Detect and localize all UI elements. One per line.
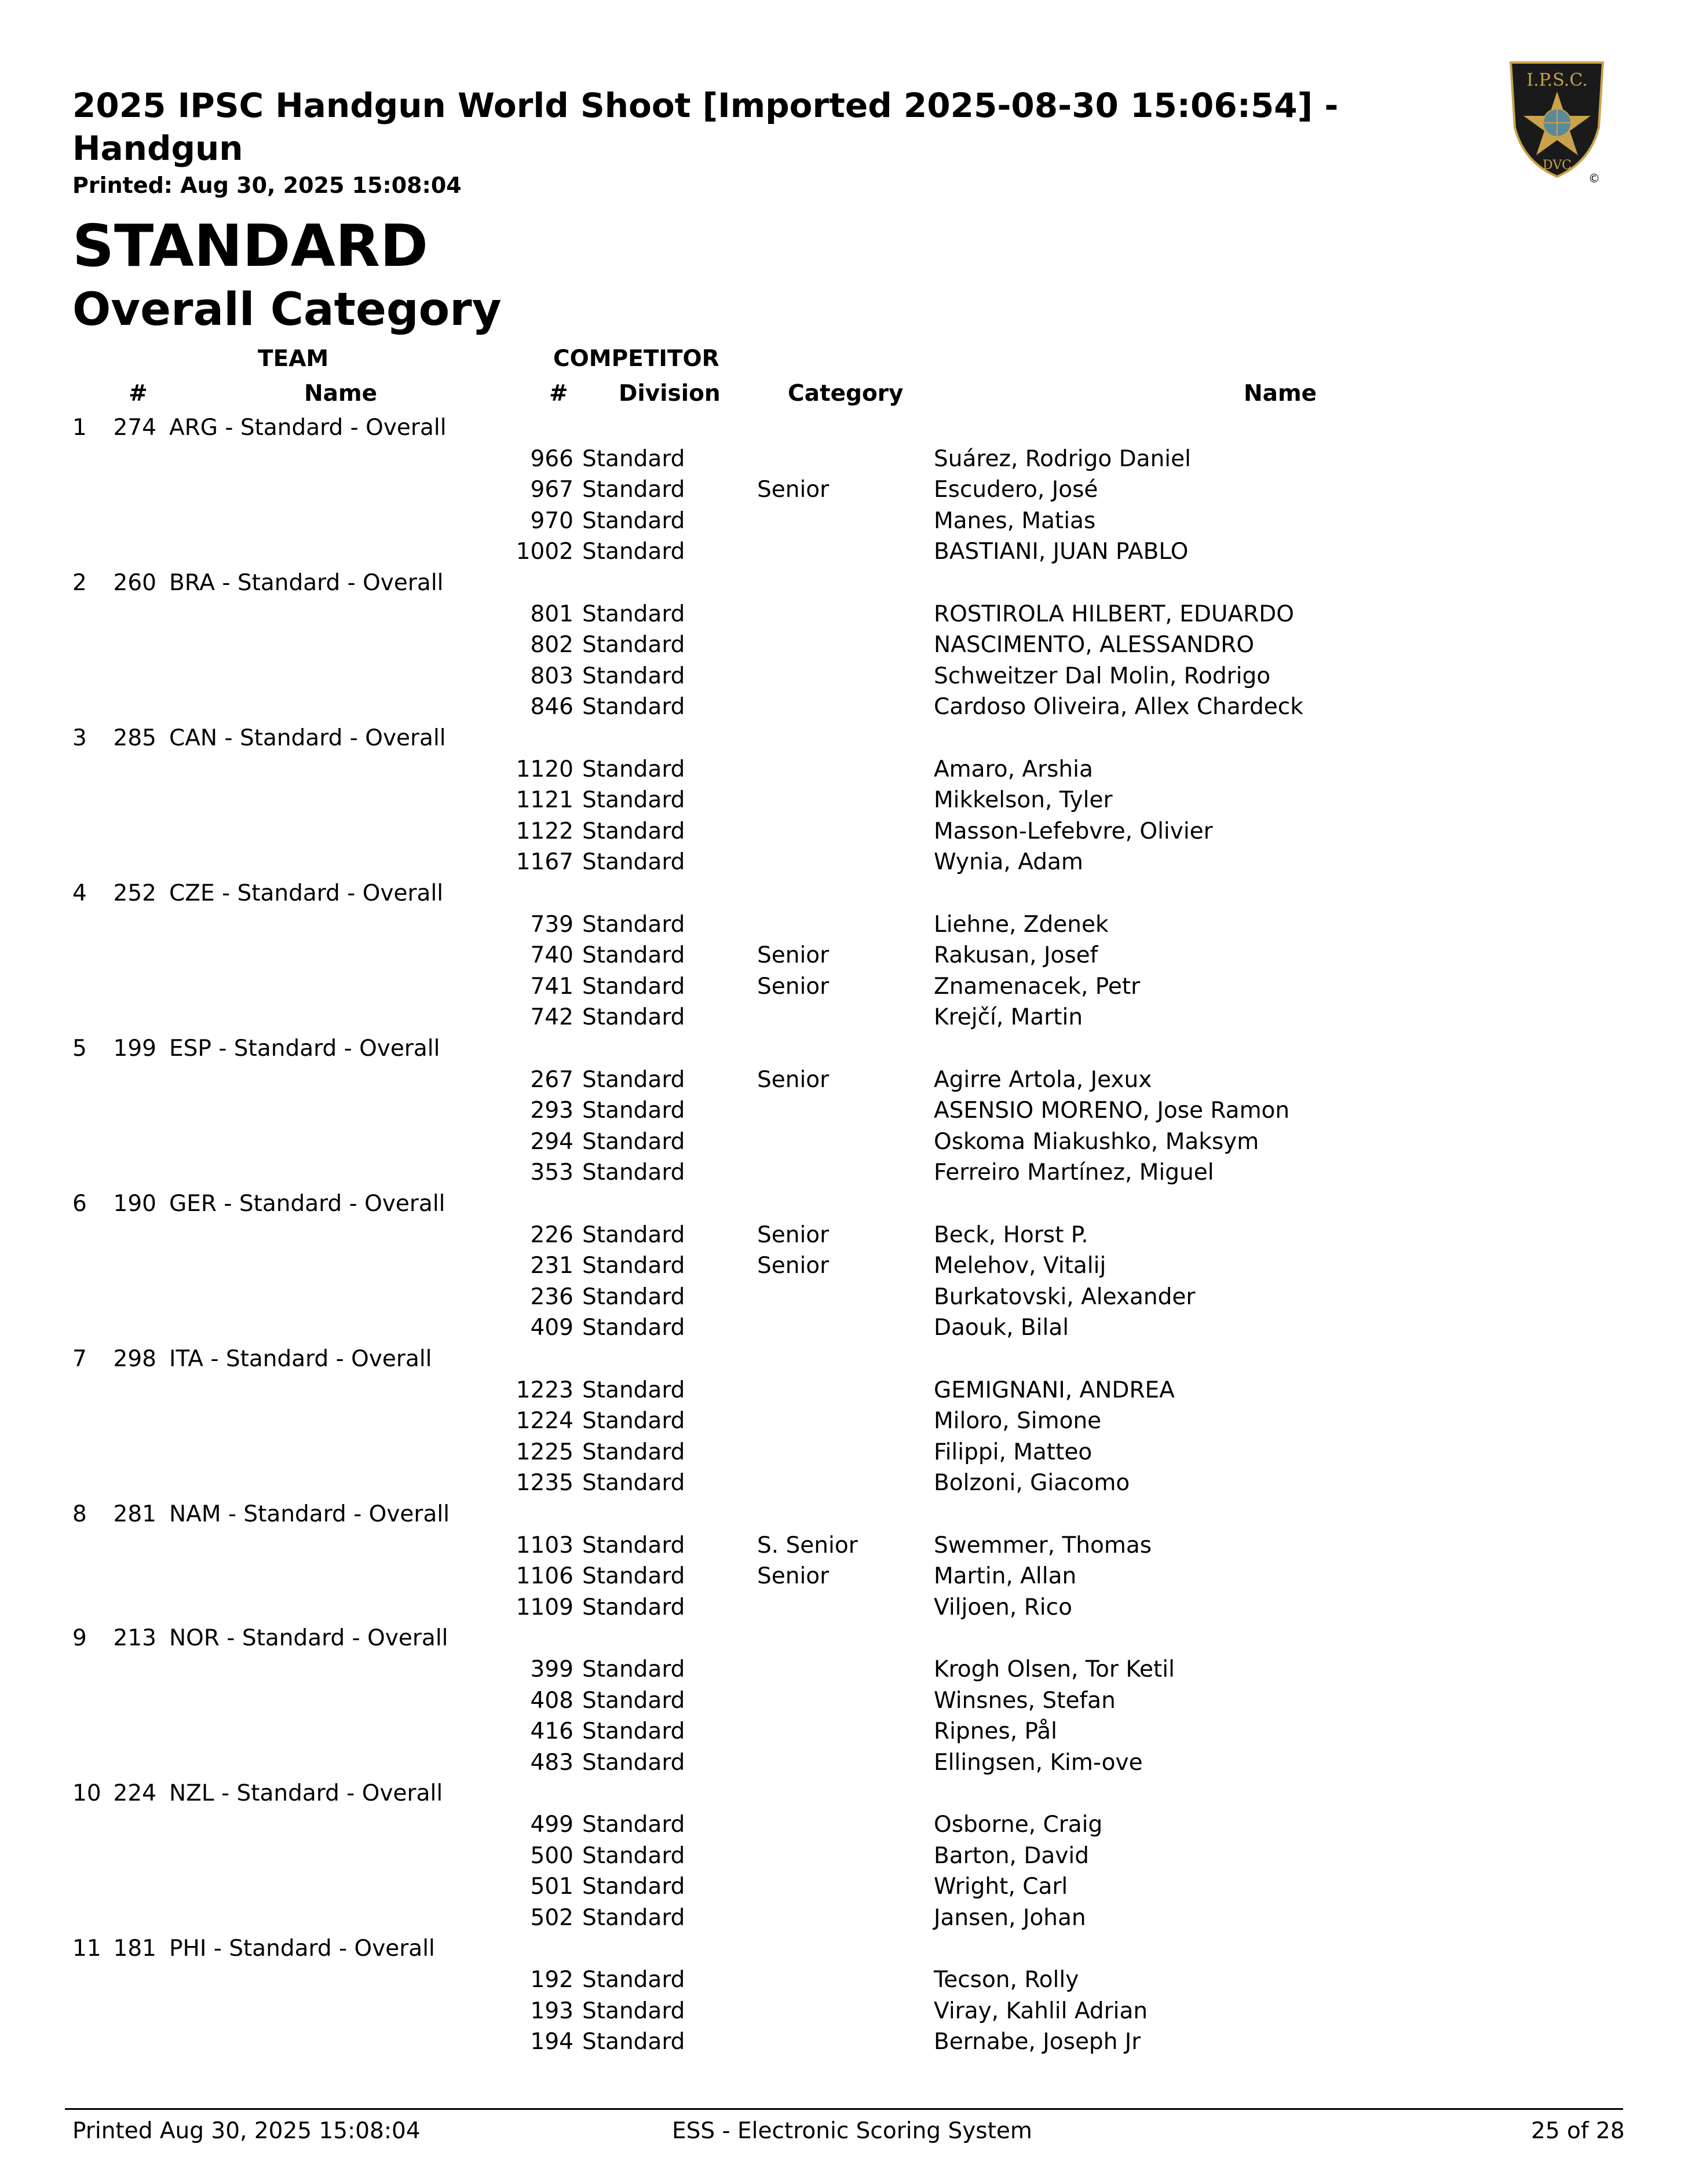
competitor-number: 1109 [516, 1594, 573, 1620]
competitor-number: 409 [530, 1315, 573, 1341]
team-row [0, 1933, 1688, 1964]
competitor-number: 1106 [516, 1563, 573, 1590]
competitor-category: Senior [757, 1563, 830, 1590]
competitor-row [0, 1282, 1688, 1313]
team-number-header: # [129, 381, 148, 407]
team-name: GER - Standard - Overall [169, 1191, 445, 1217]
competitor-name: Winsnes, Stefan [934, 1687, 1116, 1714]
competitor-division: Standard [582, 1221, 685, 1248]
competitor-row [0, 1095, 1688, 1126]
team-rank: 10 [72, 1780, 101, 1807]
competitor-number: 739 [530, 911, 573, 938]
competitor-row [0, 1468, 1688, 1499]
competitor-number: 742 [530, 1004, 573, 1031]
team-rank: 9 [72, 1625, 87, 1652]
competitor-name: Ferreiro Martínez, Miguel [934, 1159, 1214, 1186]
team-rank: 7 [72, 1346, 87, 1372]
competitor-name: Escudero, José [934, 477, 1098, 503]
team-rank: 8 [72, 1501, 87, 1527]
competitor-name: Cardoso Oliveira, Allex Chardeck [934, 694, 1303, 720]
competitor-division: Standard [582, 1998, 685, 2024]
competitor-division: Standard [582, 1656, 685, 1682]
competitor-group-header: COMPETITOR [553, 346, 719, 372]
competitor-division: Standard [582, 477, 685, 503]
competitor-division: Standard [582, 1532, 685, 1559]
competitor-division: Standard [582, 1253, 685, 1279]
competitor-row [0, 1250, 1688, 1282]
competitor-division: Standard [582, 973, 685, 1000]
team-name: NAM - Standard - Overall [169, 1501, 450, 1527]
competitor-row [0, 1530, 1688, 1561]
competitor-number: 267 [530, 1066, 573, 1093]
competitor-number: 194 [530, 2029, 573, 2055]
competitor-division: Standard [582, 1439, 685, 1465]
competitor-name: Martin, Allan [934, 1563, 1077, 1590]
competitor-name: Barton, David [934, 1842, 1089, 1869]
competitor-name: Melehov, Vitalij [934, 1253, 1106, 1279]
competitor-number: 353 [530, 1159, 573, 1186]
team-row [0, 878, 1688, 909]
competitor-number: 193 [530, 1998, 573, 2024]
team-name: NZL - Standard - Overall [169, 1780, 443, 1807]
team-rank: 6 [72, 1191, 87, 1217]
competitor-number: 294 [530, 1128, 573, 1155]
competitor-row [0, 1002, 1688, 1033]
team-number: 181 [113, 1936, 156, 1962]
competitor-division: Standard [582, 1812, 685, 1838]
competitor-division: Standard [582, 849, 685, 876]
competitor-row [0, 1592, 1688, 1623]
competitor-division: Standard [582, 1594, 685, 1620]
team-number: 252 [113, 880, 156, 906]
division-header: Division [619, 381, 721, 407]
competitor-number: 399 [530, 1656, 573, 1682]
competitor-row [0, 1903, 1688, 1934]
team-number: 199 [113, 1036, 156, 1062]
competitor-number: 416 [530, 1718, 573, 1745]
competitor-number: 293 [530, 1098, 573, 1124]
competitor-number: 1103 [516, 1532, 573, 1559]
team-row [0, 1778, 1688, 1809]
competitor-name: Filippi, Matteo [934, 1439, 1093, 1465]
category-heading: Overall Category [72, 284, 502, 336]
competitor-number: 500 [530, 1842, 573, 1869]
category-header: Category [788, 381, 904, 407]
competitor-number: 499 [530, 1812, 573, 1838]
competitor-row [0, 971, 1688, 1003]
logo-text: I.P.S.C. [1526, 70, 1588, 90]
competitor-division: Standard [582, 1098, 685, 1124]
competitor-name: Krejčí, Martin [934, 1004, 1083, 1031]
team-name: BRA - Standard - Overall [169, 570, 444, 596]
team-number: 281 [113, 1501, 156, 1527]
report-title: 2025 IPSC Handgun World Shoot [Imported 2025-08-30 15:06:54] - Handgun [72, 86, 1339, 168]
competitor-row [0, 1406, 1688, 1437]
competitor-name: Burkatovski, Alexander [934, 1283, 1196, 1310]
competitor-division: Standard [582, 1315, 685, 1341]
competitor-name: Suárez, Rodrigo Daniel [934, 445, 1191, 472]
competitor-row [0, 785, 1688, 816]
competitor-number: 501 [530, 1874, 573, 1900]
team-number: 274 [113, 415, 156, 441]
competitor-name: ASENSIO MORENO, Jose Ramon [934, 1098, 1290, 1124]
printed-timestamp: Printed: Aug 30, 2025 15:08:04 [72, 173, 462, 198]
competitor-row [0, 1747, 1688, 1779]
footer-printed: Printed Aug 30, 2025 15:08:04 [72, 2118, 421, 2144]
competitor-name-header: Name [1244, 381, 1317, 407]
competitor-division: Standard [582, 2029, 685, 2055]
competitor-name: BASTIANI, JUAN PABLO [934, 539, 1189, 565]
competitor-division: Standard [582, 445, 685, 472]
team-rank: 3 [72, 725, 87, 751]
competitor-name: Bernabe, Joseph Jr [934, 2029, 1141, 2055]
competitor-division: Standard [582, 1377, 685, 1403]
competitor-name: Amaro, Arshia [934, 756, 1093, 782]
competitor-row [0, 661, 1688, 692]
competitor-number: 236 [530, 1283, 573, 1310]
division-heading: STANDARD [72, 212, 428, 280]
competitor-number: 231 [530, 1253, 573, 1279]
competitor-name: Agirre Artola, Jexux [934, 1066, 1152, 1093]
competitor-row [0, 2026, 1688, 2058]
competitor-row [0, 754, 1688, 785]
competitor-division: Standard [582, 694, 685, 720]
competitor-category: Senior [757, 1066, 830, 1093]
team-row [0, 1188, 1688, 1220]
competitor-division: Standard [582, 1470, 685, 1497]
competitor-division: Standard [582, 507, 685, 534]
competitor-number: 846 [530, 694, 573, 720]
team-row [0, 1623, 1688, 1654]
competitor-number: 408 [530, 1687, 573, 1714]
competitor-name: Krogh Olsen, Tor Ketil [934, 1656, 1175, 1682]
team-name: NOR - Standard - Overall [169, 1625, 448, 1652]
competitor-number: 741 [530, 973, 573, 1000]
team-name-header: Name [304, 381, 378, 407]
competitor-row [0, 1996, 1688, 2027]
competitor-name: Miloro, Simone [934, 1408, 1102, 1435]
competitor-name: NASCIMENTO, ALESSANDRO [934, 632, 1255, 659]
competitor-name: Bolzoni, Giacomo [934, 1470, 1130, 1497]
competitor-row [0, 1561, 1688, 1592]
competitor-category: Senior [757, 942, 830, 969]
competitor-row [0, 599, 1688, 630]
competitor-row [0, 1685, 1688, 1717]
competitor-number: 803 [530, 663, 573, 689]
team-name: ARG - Standard - Overall [169, 415, 447, 441]
competitor-name: Oskoma Miakushko, Maksym [934, 1128, 1259, 1155]
competitor-name: Wynia, Adam [934, 849, 1083, 876]
team-rank: 4 [72, 880, 87, 906]
competitor-name: Ellingsen, Kim-ove [934, 1749, 1143, 1776]
competitor-row [0, 1716, 1688, 1747]
competitor-row [0, 816, 1688, 847]
competitor-division: Standard [582, 1066, 685, 1093]
team-number: 298 [113, 1346, 156, 1372]
team-number: 213 [113, 1625, 156, 1652]
competitor-category: Senior [757, 1221, 830, 1248]
logo-copyright: © [1588, 171, 1600, 185]
competitor-row [0, 1126, 1688, 1158]
competitor-number: 801 [530, 601, 573, 627]
competitor-name: Osborne, Craig [934, 1812, 1103, 1838]
footer-system: ESS - Electronic Scoring System [672, 2118, 1032, 2144]
team-number: 260 [113, 570, 156, 596]
competitor-division: Standard [582, 1408, 685, 1435]
competitor-division: Standard [582, 1128, 685, 1155]
competitor-number: 1002 [516, 539, 573, 565]
competitor-name: Ripnes, Pål [934, 1718, 1058, 1745]
competitor-number: 502 [530, 1904, 573, 1931]
competitor-name: Swemmer, Thomas [934, 1532, 1152, 1559]
competitor-division: Standard [582, 942, 685, 969]
team-row [0, 1344, 1688, 1375]
competitor-row [0, 1312, 1688, 1344]
competitor-number: 967 [530, 477, 573, 503]
competitor-name: Schweitzer Dal Molin, Rodrigo [934, 663, 1271, 689]
competitor-number: 740 [530, 942, 573, 969]
svg-text:DVC: DVC [1543, 158, 1572, 173]
competitor-number: 1122 [516, 818, 573, 844]
competitor-category: S. Senior [757, 1532, 858, 1559]
team-number: 190 [113, 1191, 156, 1217]
competitor-number: 1235 [516, 1470, 573, 1497]
team-rank: 5 [72, 1036, 87, 1062]
competitor-row [0, 1220, 1688, 1251]
competitor-division: Standard [582, 539, 685, 565]
competitor-number: 483 [530, 1749, 573, 1776]
team-row [0, 723, 1688, 754]
team-rank: 2 [72, 570, 87, 596]
team-row [0, 568, 1688, 599]
competitor-number-header: # [549, 381, 568, 407]
competitor-row [0, 847, 1688, 878]
team-number: 285 [113, 725, 156, 751]
competitor-name: Jansen, Johan [934, 1904, 1086, 1931]
competitor-category: Senior [757, 477, 830, 503]
competitor-number: 1223 [516, 1377, 573, 1403]
competitor-division: Standard [582, 1749, 685, 1776]
competitor-row [0, 630, 1688, 661]
competitor-row [0, 536, 1688, 568]
competitor-number: 1224 [516, 1408, 573, 1435]
competitor-category: Senior [757, 973, 830, 1000]
team-row [0, 1499, 1688, 1530]
competitor-number: 966 [530, 445, 573, 472]
competitor-division: Standard [582, 1004, 685, 1031]
competitor-division: Standard [582, 1904, 685, 1931]
competitor-division: Standard [582, 818, 685, 844]
team-group-header: TEAM [258, 346, 329, 372]
competitor-number: 970 [530, 507, 573, 534]
competitor-name: Tecson, Rolly [934, 1967, 1079, 1993]
competitor-division: Standard [582, 1874, 685, 1900]
competitor-name: GEMIGNANI, ANDREA [934, 1377, 1175, 1403]
competitor-row [0, 1871, 1688, 1903]
competitor-number: 192 [530, 1967, 573, 1993]
competitor-name: Mikkelson, Tyler [934, 787, 1113, 814]
competitor-name: Viljoen, Rico [934, 1594, 1072, 1620]
competitor-number: 1167 [516, 849, 573, 876]
competitor-number: 226 [530, 1221, 573, 1248]
team-name: PHI - Standard - Overall [169, 1936, 435, 1962]
competitor-name: Daouk, Bilal [934, 1315, 1069, 1341]
competitor-division: Standard [582, 663, 685, 689]
competitor-row [0, 1964, 1688, 1996]
competitor-row [0, 506, 1688, 537]
competitor-name: Liehne, Zdenek [934, 911, 1109, 938]
competitor-row [0, 1654, 1688, 1685]
competitor-row [0, 1064, 1688, 1096]
competitor-name: Rakusan, Josef [934, 942, 1098, 969]
competitor-division: Standard [582, 911, 685, 938]
competitor-division: Standard [582, 756, 685, 782]
competitor-row [0, 1841, 1688, 1872]
competitor-name: Manes, Matias [934, 507, 1096, 534]
competitor-number: 1121 [516, 787, 573, 814]
footer-divider [65, 2108, 1623, 2110]
competitor-row [0, 1809, 1688, 1841]
competitor-row [0, 940, 1688, 971]
competitor-row [0, 444, 1688, 475]
competitor-division: Standard [582, 1283, 685, 1310]
competitor-row [0, 474, 1688, 506]
footer-page-number: 25 of 28 [1531, 2118, 1625, 2144]
team-rank: 1 [72, 415, 87, 441]
competitor-name: Znamenacek, Petr [934, 973, 1141, 1000]
competitor-row [0, 1437, 1688, 1468]
competitor-row [0, 692, 1688, 723]
competitor-division: Standard [582, 787, 685, 814]
competitor-division: Standard [582, 1842, 685, 1869]
team-name: CAN - Standard - Overall [169, 725, 446, 751]
competitor-division: Standard [582, 1159, 685, 1186]
team-name: ITA - Standard - Overall [169, 1346, 432, 1372]
team-number: 224 [113, 1780, 156, 1807]
team-row [0, 412, 1688, 444]
competitor-row [0, 909, 1688, 941]
competitor-row [0, 1157, 1688, 1188]
team-row [0, 1033, 1688, 1064]
competitor-division: Standard [582, 1687, 685, 1714]
competitor-division: Standard [582, 632, 685, 659]
competitor-division: Standard [582, 601, 685, 627]
competitor-name: Beck, Horst P. [934, 1221, 1088, 1248]
competitor-number: 1120 [516, 756, 573, 782]
competitor-division: Standard [582, 1718, 685, 1745]
competitor-category: Senior [757, 1253, 830, 1279]
team-name: ESP - Standard - Overall [169, 1036, 440, 1062]
competitor-division: Standard [582, 1563, 685, 1590]
competitor-name: Masson-Lefebvre, Olivier [934, 818, 1213, 844]
ipsc-shield-logo-icon [1506, 58, 1607, 185]
competitor-number: 802 [530, 632, 573, 659]
competitor-name: Viray, Kahlil Adrian [934, 1998, 1148, 2024]
team-name: CZE - Standard - Overall [169, 880, 444, 906]
team-rank: 11 [72, 1936, 101, 1962]
competitor-name: ROSTIROLA HILBERT, EDUARDO [934, 601, 1294, 627]
competitor-name: Wright, Carl [934, 1874, 1068, 1900]
competitor-division: Standard [582, 1967, 685, 1993]
competitor-row [0, 1375, 1688, 1406]
competitor-number: 1225 [516, 1439, 573, 1465]
